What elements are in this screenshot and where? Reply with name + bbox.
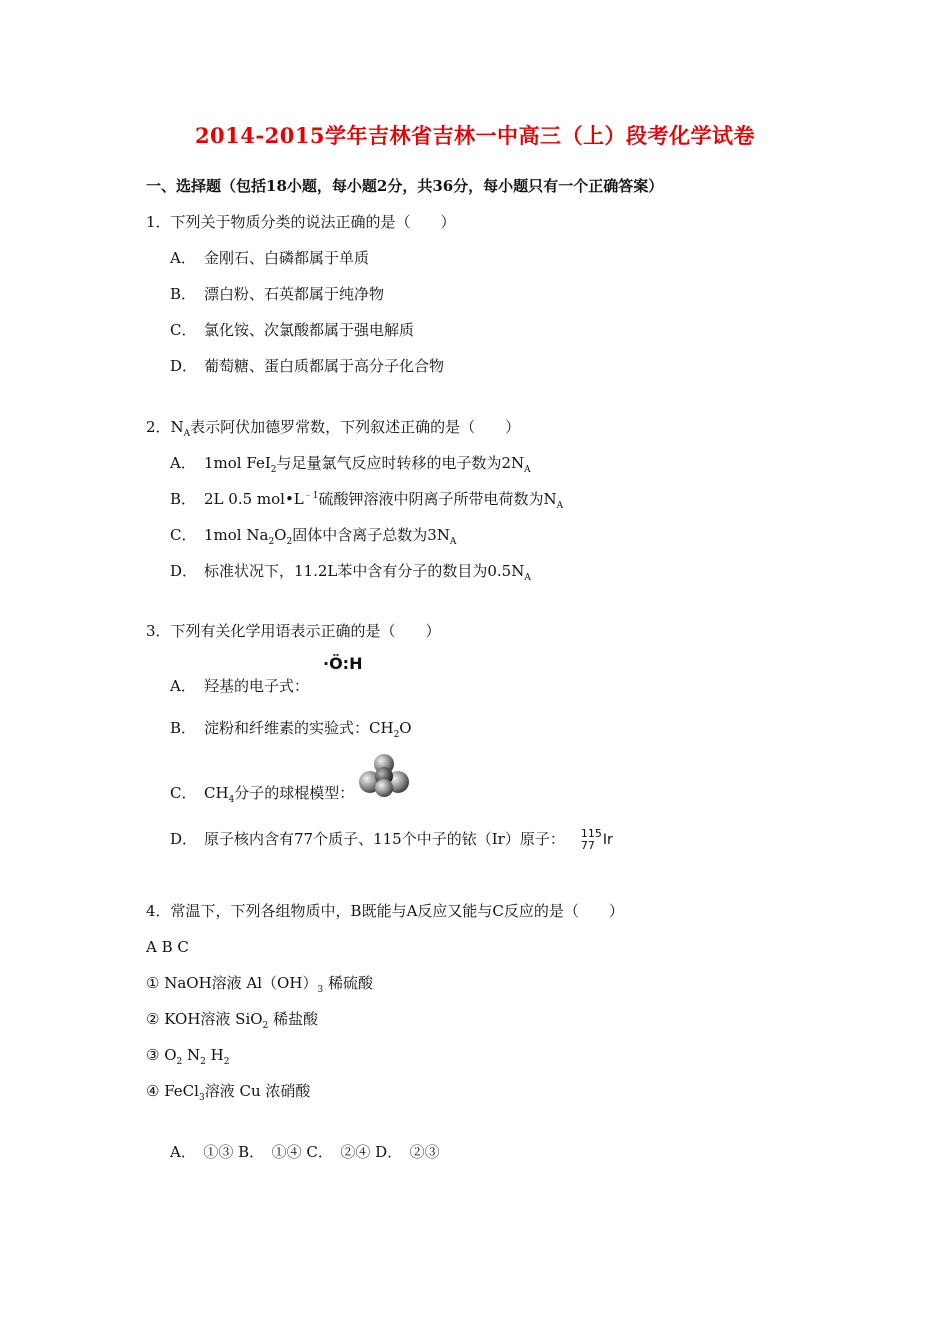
- subscript: 2: [200, 1057, 206, 1067]
- option-text: 淀粉和纤维素的实验式：CH: [204, 719, 394, 737]
- subscript: 2: [176, 1057, 183, 1067]
- option-text: 氯化铵、次氯酸都属于强电解质: [204, 321, 415, 339]
- option-text: O: [399, 719, 412, 737]
- question-1-option-b: [170, 284, 384, 304]
- question-3-option-b: [170, 718, 412, 738]
- row-text: 稀盐酸: [268, 1010, 319, 1028]
- option-label: B．: [170, 285, 197, 303]
- option-label: B．: [170, 719, 197, 737]
- subscript: 4: [228, 795, 235, 805]
- question-3-option-a: [170, 676, 309, 696]
- option-label: C．: [170, 321, 197, 339]
- question-1-option-d: [170, 356, 444, 376]
- row-text: ③ O: [146, 1046, 177, 1064]
- row-text: ④ FeCl: [146, 1082, 199, 1100]
- hydroxyl-electron-formula: ·Ö:H: [323, 654, 363, 673]
- option-text: O: [274, 526, 287, 544]
- option-text: 分子的球棍模型：: [234, 784, 355, 802]
- subscript: 2: [262, 1021, 269, 1031]
- section-heading: 一、选择题（包括18小题，每小题2分，共36分，每小题只有一个正确答案）: [146, 177, 664, 195]
- subscript: 3: [317, 985, 324, 995]
- table-row: [146, 973, 373, 993]
- superscript: ﹣1: [303, 491, 319, 501]
- mass-number: 115: [580, 827, 602, 840]
- option-text: 原子核内含有77个质子、115个中子的铱（Ir）原子：: [204, 830, 565, 848]
- subscript: A: [449, 537, 457, 547]
- option-label: D．: [170, 830, 198, 848]
- table-row: [146, 1045, 229, 1065]
- question-2-stem: [146, 417, 520, 437]
- question-2-option-c: [170, 525, 456, 545]
- option-label: C．: [170, 784, 197, 802]
- option-text: 羟基的电子式：: [204, 677, 310, 695]
- option-text: 1mol Na: [204, 526, 269, 544]
- option-text: 固体中含离子总数为3N: [292, 526, 450, 544]
- option-label: A．: [170, 249, 196, 267]
- subscript: A: [183, 429, 191, 439]
- subscript: A: [524, 573, 531, 583]
- row-text: N: [182, 1046, 201, 1064]
- option-label: A．: [170, 677, 196, 695]
- option-text: 葡萄糖、蛋白质都属于高分子化合物: [204, 357, 445, 375]
- question-1-option-c: [170, 320, 414, 340]
- option-text: 标准状况下，11.2L苯中含有分子的数目为0.5N: [204, 562, 525, 580]
- question-1-stem: 1．下列关于物质分类的说法正确的是（ ）: [146, 213, 456, 231]
- question-2-option-d: [170, 561, 531, 581]
- row-text: H: [205, 1046, 224, 1064]
- option-text: 硫酸钾溶液中阴离子所带电荷数为N: [318, 490, 557, 508]
- row-text: 溶液 Cu 浓硝酸: [204, 1082, 311, 1100]
- option-text: 漂白粉、石英都属于纯净物: [204, 285, 385, 303]
- table-row: [146, 1081, 310, 1101]
- stem-text: 2．N: [146, 418, 184, 436]
- subscript: A: [556, 501, 564, 511]
- option-text: 金刚石、白磷都属于单质: [204, 249, 370, 267]
- row-text: ① NaOH溶液 Al（OH）: [146, 974, 318, 992]
- question-3-stem: 3．下列有关化学用语表示正确的是（ ）: [146, 622, 441, 640]
- subscript: 2: [393, 730, 400, 740]
- subscript: 2: [270, 465, 277, 475]
- option-label: A．: [170, 454, 196, 472]
- question-4-stem: 4．常温下，下列各组物质中，B既能与A反应又能与C反应的是（ ）: [146, 902, 624, 920]
- ball-model-image: [358, 752, 410, 798]
- option-text: 与足量氯气反应时转移的电子数为2N: [276, 454, 525, 472]
- table-row: [146, 1009, 318, 1029]
- question-3-option-d: [170, 828, 613, 852]
- question-2-option-a: [170, 453, 531, 473]
- row-text: 稀硫酸: [323, 974, 373, 992]
- option-text: 2L 0.5 mol•L: [204, 490, 304, 508]
- subscript: 3: [198, 1093, 205, 1103]
- option-label: D．: [170, 357, 198, 375]
- subscript: 2: [286, 537, 293, 547]
- option-text: 1mol FeI: [204, 454, 271, 472]
- question-2-option-b: [170, 489, 563, 509]
- question-3-option-c: [170, 783, 354, 803]
- atomic-number: 77: [580, 839, 595, 852]
- table-header: A B C: [146, 938, 189, 956]
- document-title: 2014-2015学年吉林省吉林一中高三（上）段考化学试卷: [194, 123, 756, 148]
- element-symbol: Ir: [602, 832, 613, 848]
- option-label: D．: [170, 562, 198, 580]
- subscript: A: [524, 465, 531, 475]
- iridium-nuclide-symbol: [581, 828, 613, 852]
- subscript: 2: [268, 537, 275, 547]
- question-4-answer-options: A． ①③ B． ①④ C． ②④ D． ②③: [170, 1143, 440, 1161]
- option-label: C．: [170, 526, 197, 544]
- stem-text: 表示阿伏加德罗常数，下列叙述正确的是（ ）: [190, 418, 521, 436]
- option-label: B．: [170, 490, 197, 508]
- subscript: 2: [223, 1057, 230, 1067]
- option-text: CH: [204, 784, 229, 802]
- question-1-option-a: [170, 248, 369, 268]
- row-text: ② KOH溶液 SiO: [146, 1010, 263, 1028]
